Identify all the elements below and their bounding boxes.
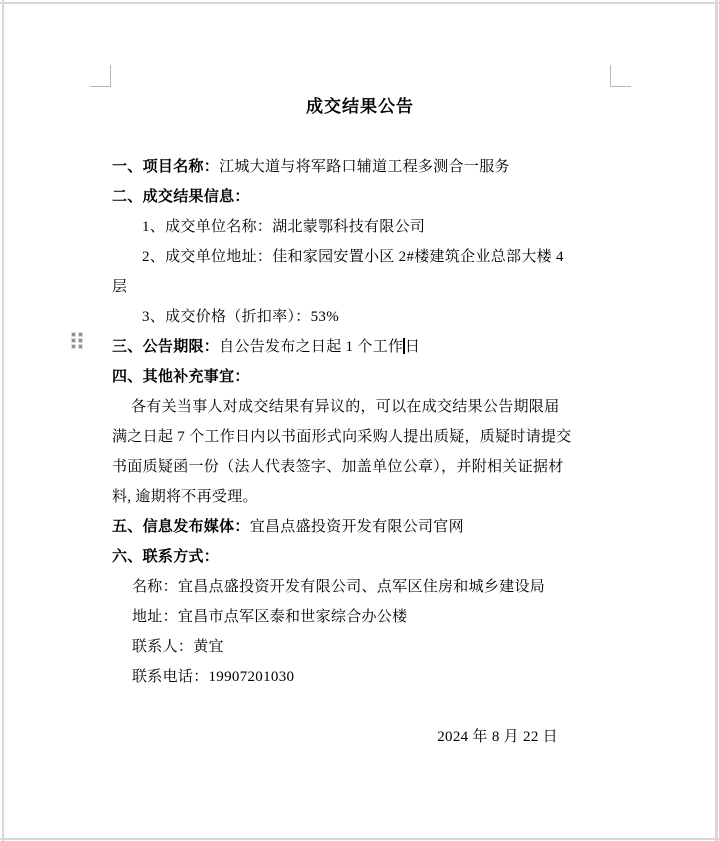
line-text: 1、成交单位名称：湖北蒙鄂科技有限公司 <box>142 219 426 235</box>
page-border-left <box>2 0 4 841</box>
line-pre-caret-text: 自公告发布之日起 1 个工作 <box>219 339 404 355</box>
line-text: 料, 逾期将不再受理。 <box>112 489 258 505</box>
line-text: 2、成交单位地址：佳和家园安置小区 2#楼建筑企业总部大楼 4 <box>142 249 564 265</box>
line-text: 联系人：黄宜 <box>132 639 224 655</box>
page-border-right <box>715 0 718 841</box>
margin-corner-right-icon <box>610 65 631 87</box>
line-text: 名称：宜昌点盛投资开发有限公司、点军区住房和城乡建设局 <box>132 579 546 595</box>
text-line <box>110 422 610 452</box>
document-title: 成交结果公告 <box>306 97 414 116</box>
text-line <box>110 152 610 182</box>
line-text: 地址：宜昌市点军区泰和世家综合办公楼 <box>132 609 408 625</box>
text-line <box>110 272 610 302</box>
text-line <box>110 332 610 362</box>
text-line <box>110 602 610 632</box>
text-line <box>110 302 610 332</box>
text-line <box>110 632 610 662</box>
text-line <box>110 572 610 602</box>
line-text: 层 <box>112 279 128 295</box>
line-text: 书面质疑函一份（法人代表签字、加盖单位公章），并附相关证据材 <box>112 459 564 475</box>
line-text: 各有关当事人对成交结果有异议的，可以在成交结果公告期限届 <box>131 399 560 415</box>
drag-handle-icon[interactable] <box>72 333 82 348</box>
line-text: 满之日起 7 个工作日内以书面形式向采购人提出质疑，质疑时请提交 <box>112 429 572 445</box>
document-body <box>110 152 610 692</box>
text-line <box>110 662 610 692</box>
line-text: 宜昌点盛投资开发有限公司官网 <box>249 519 464 535</box>
margin-corner-left-icon <box>90 65 111 87</box>
line-label: 一、项目名称： <box>112 159 220 175</box>
page-border-top <box>0 2 719 4</box>
text-line <box>110 392 610 422</box>
line-label: 三、公告期限： <box>112 339 220 355</box>
line-text: 江城大道与将军路口辅道工程多测合一服务 <box>219 159 510 175</box>
text-line <box>110 512 610 542</box>
line-post-caret-text: 日 <box>404 339 421 355</box>
page-border-bottom <box>0 838 719 840</box>
line-label: 六、联系方式： <box>112 549 220 565</box>
line-label: 四、其他补充事宜： <box>112 369 250 385</box>
line-text: 联系电话：19907201030 <box>132 669 295 685</box>
document-content <box>110 92 610 752</box>
text-line <box>110 542 610 572</box>
text-line <box>110 212 610 242</box>
document-date: 2024 年 8 月 22 日 <box>437 729 558 745</box>
line-text: 3、成交价格（折扣率）：53% <box>142 309 339 325</box>
line-label: 二、成交结果信息： <box>112 189 250 205</box>
text-line <box>110 182 610 212</box>
line-label: 五、信息发布媒体： <box>112 519 250 535</box>
text-line <box>110 362 610 392</box>
text-line <box>110 242 610 272</box>
text-line <box>110 482 610 512</box>
text-line <box>110 452 610 482</box>
